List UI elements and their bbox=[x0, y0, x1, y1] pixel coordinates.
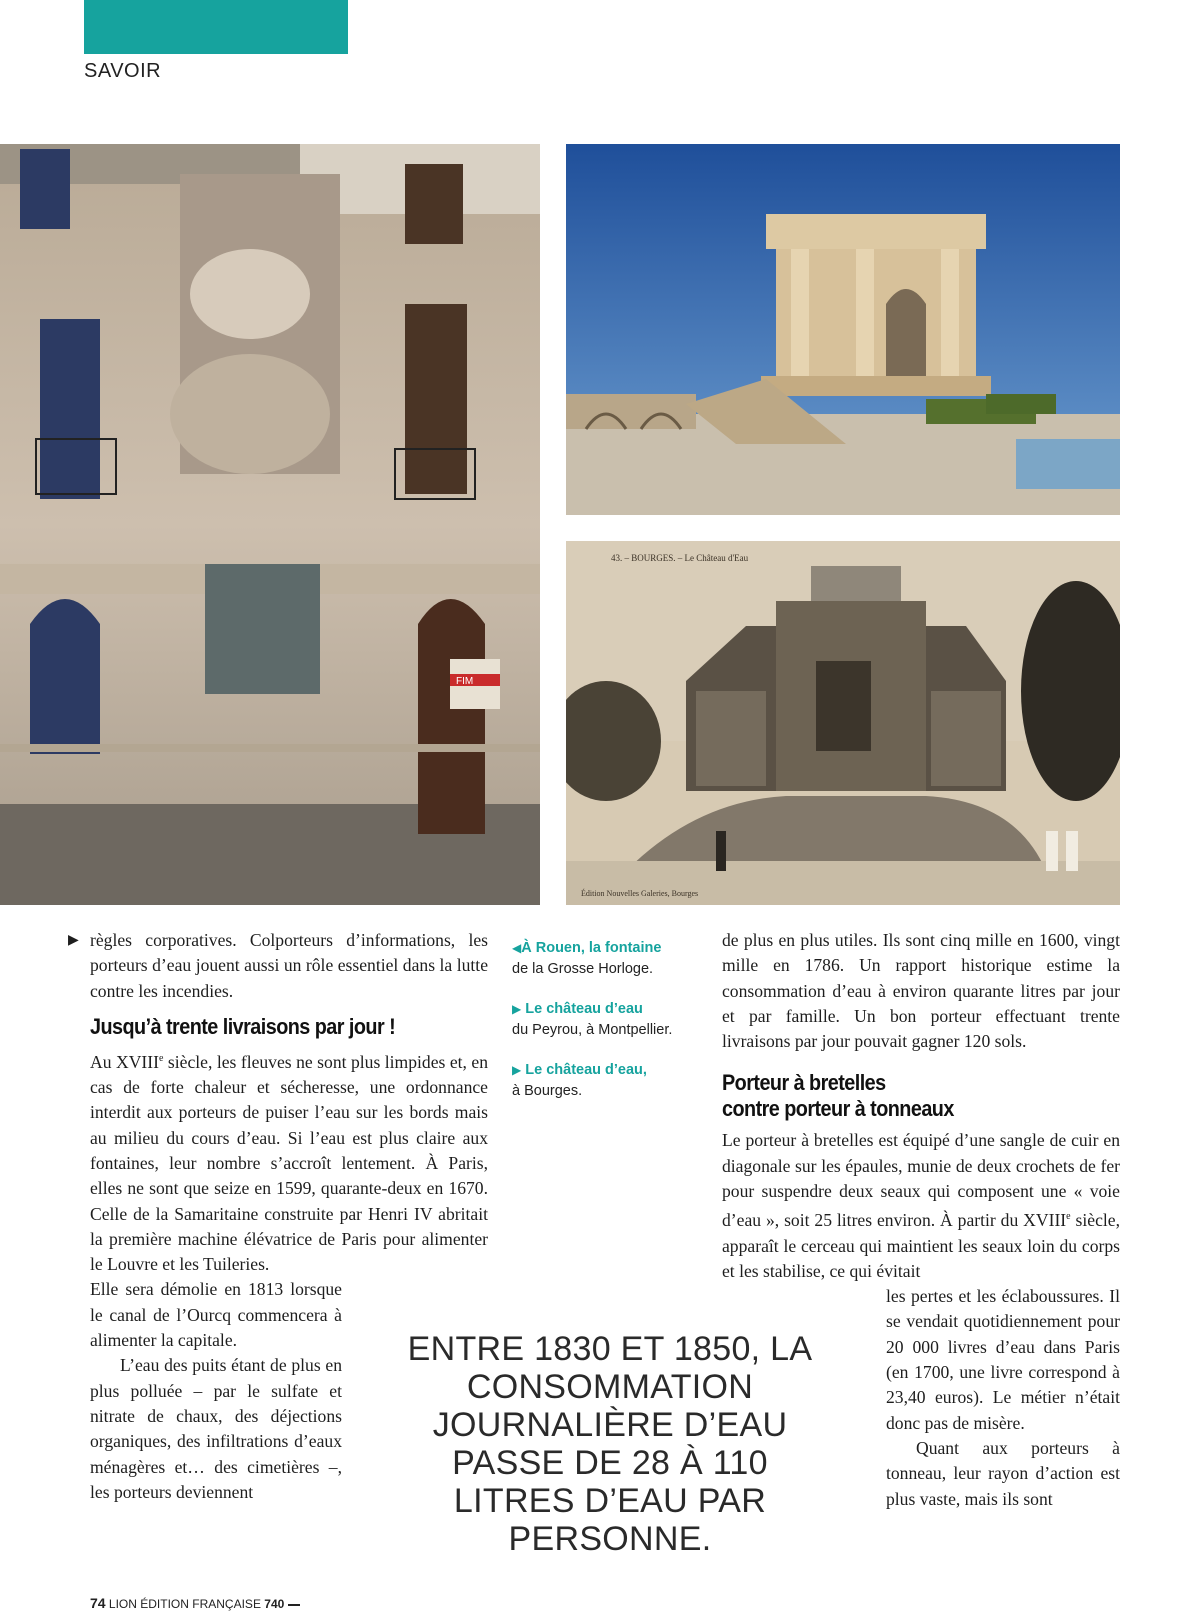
caption-text: du Peyrou, à Montpellier. bbox=[512, 1022, 673, 1038]
caption-right-arrow-icon: ▶ bbox=[512, 1063, 522, 1077]
issue-number: 740 bbox=[264, 1597, 285, 1611]
postcard-header: 43. – BOURGES. – Le Château d'Eau bbox=[611, 553, 749, 563]
caption-title: Le château d’eau, bbox=[525, 1062, 647, 1078]
narrow-wrap-left bbox=[90, 1277, 342, 1505]
pull-quote: ENTRE 1830 ET 1850, LA CONSOMMATION JOURNALIÈRE D’EAU PASSE DE 28 À 110 LITRES D’EAU PAR PERSONNE. bbox=[407, 1330, 813, 1558]
subhead-line: Porteur à bretelles bbox=[722, 1070, 886, 1096]
caption-title: Le château d’eau bbox=[525, 1001, 643, 1017]
magazine-name: LION ÉDITION FRANÇAISE bbox=[108, 1597, 261, 1611]
footer-rule bbox=[288, 1604, 300, 1606]
postcard-footer: Édition Nouvelles Galeries, Bourges bbox=[581, 889, 699, 898]
paragraph-useful: de plus en plus utiles. Ils sont cinq mille en 1600, vingt mille en 1786. Un rapport historique estime la consommation d’eau à environ quarante litres par jour et par famille. Un bon porteur effectuant trente livraisons par jour pouvait gagner 120 sols. bbox=[722, 930, 1120, 1052]
caption-text: à Bourges. bbox=[512, 1083, 583, 1099]
page-footer bbox=[90, 1595, 300, 1611]
paragraph-losses: les pertes et les éclaboussures. Il se vendait quotidiennement pour 20 000 livres d’eau dans Paris (en 1700, une livre correspond à 23,40 euros). Le métier n’était donc pas de misère. bbox=[886, 1286, 1120, 1433]
caption-bourges bbox=[512, 1060, 708, 1102]
subhead-deliveries: Jusqu’à trente livraisons par jour ! bbox=[90, 1013, 396, 1039]
section-color-band bbox=[84, 0, 348, 54]
photo-peyrou-water-tower bbox=[566, 144, 1120, 515]
section-label: SAVOIR bbox=[84, 60, 162, 82]
caption-text: de la Grosse Horloge. bbox=[512, 961, 654, 977]
caption-right-arrow-icon: ▶ bbox=[512, 1002, 522, 1016]
caption-peyrou bbox=[512, 999, 708, 1041]
paragraph-straps: Le porteur à bretelles est équipé d’une sangle de cuir en diagonale sur les épaules, munie de deux crochets de fer pour suspendre deux seaux qui composent une « voie d’eau », soit 25 litres environ. À partir du XVIIIe siècle, apparaît le cerceau qui maintient les seaux loin du corps et les stabilise, ce qui évitait bbox=[722, 1130, 1120, 1281]
subhead-line: contre porteur à tonneaux bbox=[722, 1096, 954, 1122]
article-intro bbox=[68, 928, 488, 1004]
photo-bourges-water-tower-postcard bbox=[566, 541, 1120, 905]
shop-sign-text: FIM bbox=[456, 676, 474, 687]
paragraph-demolition: Elle sera démolie en 1813 lorsque le canal de l’Ourcq commencera à alimenter la capitale. bbox=[90, 1279, 342, 1351]
paragraph-barrels: Quant aux porteurs à tonneau, leur rayon d’action est plus vaste, mais ils sont bbox=[886, 1437, 1120, 1509]
caption-title: À Rouen, la fontaine bbox=[521, 940, 662, 956]
caption-rouen bbox=[512, 938, 708, 980]
photo-captions bbox=[512, 938, 708, 1121]
continuation-arrow-icon: ▶ bbox=[68, 932, 79, 948]
paragraph-rivers: Au XVIIIe siècle, les fleuves ne sont plus limpides et, en cas de forte chaleur et sécheresse, une ordonnance interdit aux porteurs de puiser l’eau sur les bords mais au milieu du cours d’eau. Si l’eau est plus claire aux fontaines, leur nombre s’accroît lentement. À Paris, elles ne sont que seize en 1599, quarante-deux en 1670. Celle de la Samaritaine construite par Henri IV abritait la première machine élévatrice de Paris pour alimenter le Louvre et les Tuileries. bbox=[90, 1051, 489, 1275]
narrow-wrap-right bbox=[886, 1284, 1120, 1512]
page-number: 74 bbox=[90, 1595, 106, 1611]
photo-rouen-fountain bbox=[0, 144, 540, 905]
subhead-porters bbox=[722, 1070, 1080, 1122]
paragraph-wells: L’eau des puits étant de plus en plus polluée – par le sulfate et nitrate de chaux, des déjections organiques, des infiltrations d’eaux ménagères et… des cimetières –, les porteurs deviennent bbox=[90, 1355, 342, 1502]
intro-text: règles corporatives. Colporteurs d’informations, les porteurs d’eau jouent aussi un rôle essentiel dans la lutte contre les incendies. bbox=[90, 930, 488, 1001]
caption-left-arrow-icon: ◀ bbox=[512, 941, 522, 955]
